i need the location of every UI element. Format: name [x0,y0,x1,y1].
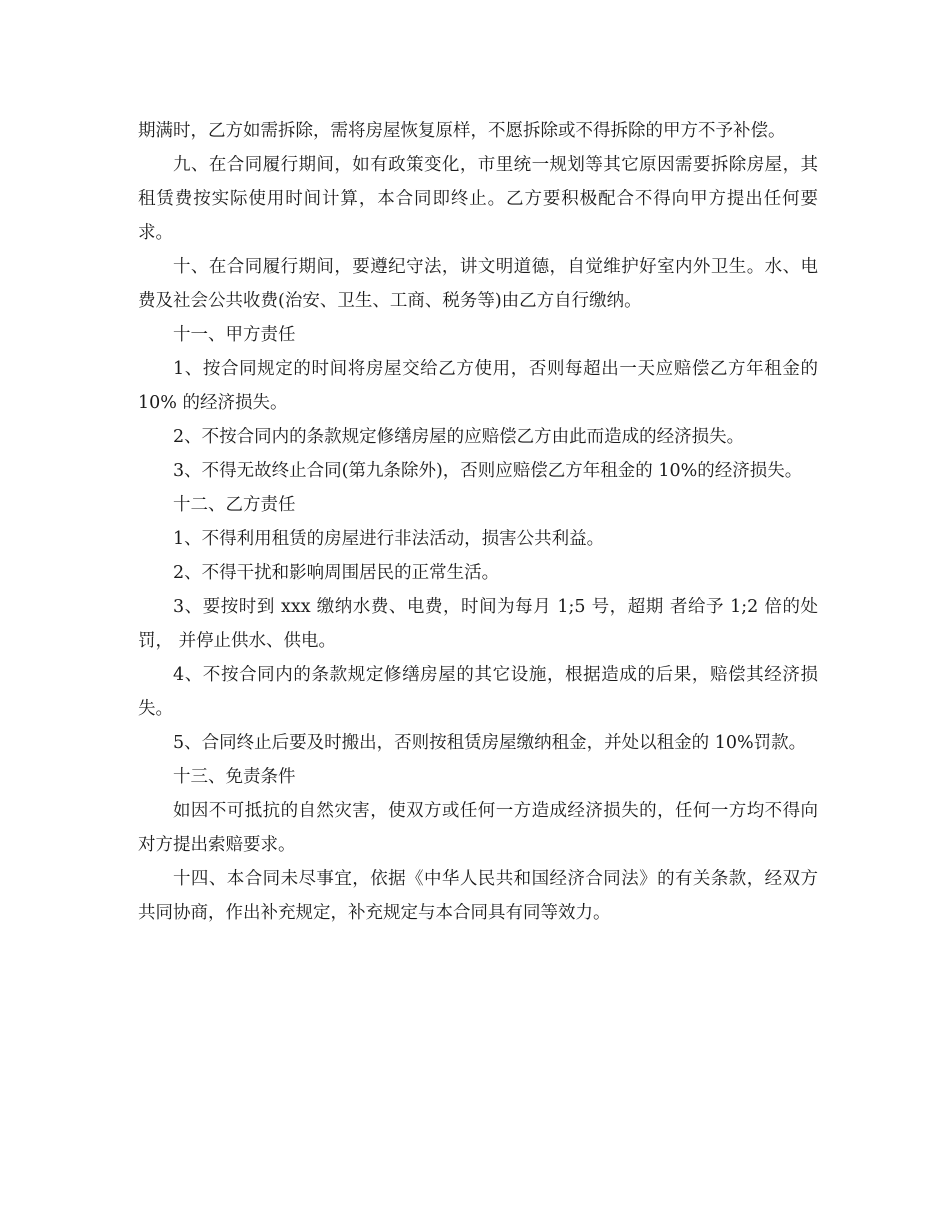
paragraph-clause-10: 十、在合同履行期间，要遵纪守法，讲文明道德，自觉维护好室内外卫生。水、电费及社会公共收费(治安、卫生、工商、税务等)由乙方自行缴纳。 [138,257,818,311]
paragraph-clause-9: 九、在合同履行期间，如有政策变化，市里统一规划等其它原因需要拆除房屋，其租赁费按实际使用时间计算，本合同即终止。乙方要积极配合不得向甲方提出任何要求。 [138,155,818,243]
paragraph-clause-8-continued: 期满时，乙方如需拆除，需将房屋恢复原样，不愿拆除或不得拆除的甲方不予补偿。 [138,121,786,141]
paragraph-clause-12-item-3: 3、要按时到 xxx 缴纳水费、电费，时间为每月 1;5 号，超期 者给予 1;2 倍的处罚， 并停止供水、供电。 [138,597,818,651]
paragraph-clause-11-item-1: 1、按合同规定的时间将房屋交给乙方使用，否则每超出一天应赔偿乙方年租金的 10% 的经济损失。 [138,359,818,413]
paragraph-clause-11-item-2: 2、不按合同内的条款规定修缮房屋的应赔偿乙方由此而造成的经济损失。 [173,427,745,447]
paragraph-clause-14: 十四、本合同未尽事宜，依据《中华人民共和国经济合同法》的有关条款，经双方共同协商，作出补充规定，补充规定与本合同具有同等效力。 [138,869,818,923]
heading-clause-12: 十二、乙方责任 [173,495,296,515]
contract-text-body [138,114,818,930]
heading-clause-11: 十一、甲方责任 [173,325,296,345]
paragraph-clause-12-item-2: 2、不得干扰和影响周围居民的正常生活。 [173,563,500,583]
paragraph-clause-11-item-3: 3、不得无故终止合同(第九条除外)，否则应赔偿乙方年租金的 10%的经济损失。 [173,461,803,481]
paragraph-clause-12-item-5: 5、合同终止后要及时搬出，否则按租赁房屋缴纳租金，并处以租金的 10%罚款。 [173,733,807,753]
heading-clause-13: 十三、免责条件 [173,767,296,787]
paragraph-clause-13-body: 如因不可抵抗的自然灾害，使双方或任何一方造成经济损失的，任何一方均不得向对方提出索赔要求。 [138,801,818,855]
paragraph-clause-12-item-4: 4、不按合同内的条款规定修缮房屋的其它设施，根据造成的后果，赔偿其经济损失。 [138,665,818,719]
paragraph-clause-12-item-1: 1、不得利用租赁的房屋进行非法活动，损害公共利益。 [173,529,605,549]
